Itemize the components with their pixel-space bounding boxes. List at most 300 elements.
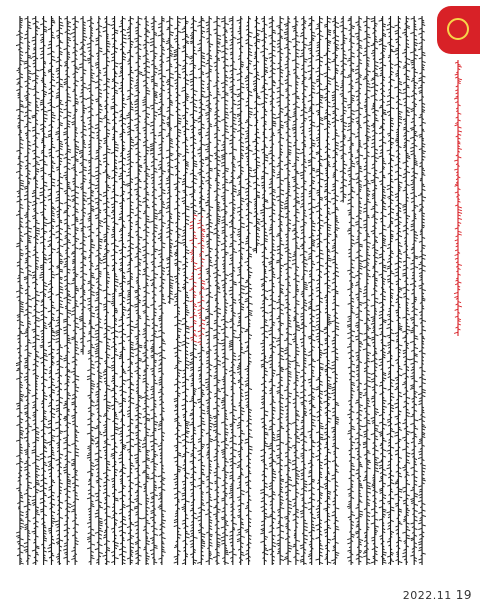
script-glyph [387, 268, 391, 269]
script-glyph [284, 340, 288, 341]
script-glyph [395, 424, 399, 425]
script-glyph [292, 422, 296, 423]
script-glyph [327, 30, 331, 31]
script-glyph [221, 449, 225, 450]
script-glyph [288, 479, 292, 480]
script-glyph [375, 526, 379, 527]
script-glyph [363, 552, 367, 553]
script-glyph [363, 55, 367, 56]
script-glyph [264, 516, 268, 517]
script-glyph [403, 162, 407, 163]
script-glyph [422, 122, 426, 123]
script-glyph [256, 30, 260, 31]
article-title-script [449, 60, 467, 336]
script-glyph [414, 347, 418, 348]
script-glyph [375, 157, 379, 158]
script-glyph [320, 426, 324, 427]
script-glyph [269, 35, 273, 36]
script-glyph [367, 136, 371, 137]
script-glyph [296, 248, 300, 249]
script-glyph [458, 218, 462, 219]
script-glyph [375, 411, 379, 412]
script-glyph [391, 97, 395, 98]
script-glyph [383, 229, 387, 230]
script-glyph [249, 111, 253, 112]
script-glyph [276, 235, 280, 236]
script-glyph [418, 523, 422, 524]
script-glyph [410, 151, 414, 152]
script-glyph [308, 463, 312, 464]
script-glyph [327, 258, 331, 259]
script-glyph [268, 516, 272, 517]
script-glyph [245, 138, 249, 139]
script-glyph [292, 460, 296, 461]
script-glyph [241, 87, 245, 88]
script-glyph [308, 160, 312, 161]
script-glyph [383, 270, 387, 271]
script-glyph [253, 176, 257, 177]
script-glyph [316, 525, 320, 526]
script-glyph [221, 329, 225, 330]
script-glyph [335, 48, 339, 49]
script-glyph [288, 484, 292, 485]
script-glyph [300, 510, 304, 511]
script-glyph [284, 263, 288, 264]
script-glyph [410, 498, 414, 499]
script-glyph [229, 246, 233, 247]
script-glyph [351, 371, 355, 372]
script-glyph [410, 555, 414, 556]
script-glyph [276, 445, 280, 446]
script-glyph [359, 333, 363, 334]
script-glyph [383, 552, 387, 553]
script-glyph [332, 515, 336, 516]
script-glyph [422, 254, 426, 255]
script-glyph [359, 155, 363, 156]
script-glyph [359, 266, 363, 267]
script-glyph [458, 306, 462, 307]
script-glyph [316, 537, 320, 538]
script-glyph [296, 201, 300, 202]
script-glyph [272, 123, 276, 124]
script-glyph [276, 262, 280, 263]
script-glyph [233, 189, 237, 190]
script-glyph [280, 559, 284, 560]
script-glyph [371, 361, 375, 362]
script-glyph [367, 276, 371, 277]
script-glyph [394, 50, 398, 51]
script-glyph [406, 157, 410, 158]
script-glyph [249, 446, 253, 447]
script-glyph [229, 153, 233, 154]
script-glyph [395, 332, 399, 333]
script-glyph [256, 39, 260, 40]
script-glyph [347, 326, 351, 327]
script-glyph [264, 445, 268, 446]
script-glyph [280, 369, 284, 370]
script-glyph [292, 464, 296, 465]
script-glyph [355, 402, 359, 403]
script-glyph [375, 450, 379, 451]
script-glyph [249, 150, 253, 151]
script-glyph [241, 285, 245, 286]
script-glyph [292, 485, 296, 486]
script-glyph [225, 472, 229, 473]
script-glyph [252, 141, 256, 142]
script-glyph [383, 406, 387, 407]
script-glyph [367, 201, 371, 202]
script-glyph [406, 462, 410, 463]
script-glyph [249, 45, 253, 46]
script-glyph [316, 379, 320, 380]
script-glyph [233, 554, 237, 555]
script-glyph [261, 221, 265, 222]
script-glyph [296, 149, 300, 150]
script-glyph [280, 428, 284, 429]
script-glyph [264, 553, 268, 554]
script-glyph [379, 40, 383, 41]
script-glyph [312, 442, 316, 443]
script-glyph [351, 163, 355, 164]
script-glyph [418, 49, 422, 50]
script-glyph [363, 447, 367, 448]
script-glyph [225, 168, 229, 169]
script-glyph [394, 219, 398, 220]
script-glyph [300, 397, 304, 398]
script-glyph [347, 346, 351, 347]
script-glyph [288, 361, 292, 362]
script-glyph [391, 108, 395, 109]
script-glyph [410, 376, 414, 377]
script-glyph [327, 233, 331, 234]
script-glyph [280, 216, 284, 217]
script-glyph [260, 210, 264, 211]
script-glyph [264, 58, 268, 59]
script-glyph [245, 380, 249, 381]
script-glyph [335, 305, 339, 306]
script-glyph [347, 104, 351, 105]
script-glyph [410, 359, 414, 360]
script-glyph [410, 32, 414, 33]
script-glyph [398, 245, 402, 246]
script-glyph [312, 230, 316, 231]
script-glyph [237, 96, 241, 97]
script-glyph [276, 374, 280, 375]
script-glyph [296, 415, 300, 416]
script-glyph [304, 86, 308, 87]
script-glyph [292, 230, 296, 231]
script-glyph [315, 71, 319, 72]
script-glyph [256, 104, 260, 105]
script-glyph [355, 275, 359, 276]
script-glyph [304, 263, 308, 264]
script-glyph [418, 393, 422, 394]
script-glyph [292, 339, 296, 340]
script-glyph [225, 138, 229, 139]
script-glyph [335, 552, 339, 553]
script-glyph [300, 56, 304, 57]
script-glyph [245, 77, 249, 78]
script-glyph [359, 260, 363, 261]
script-glyph [288, 393, 292, 394]
article-title [449, 60, 467, 336]
script-glyph [347, 203, 351, 204]
script-glyph [402, 449, 406, 450]
script-glyph [320, 367, 324, 368]
script-glyph [359, 487, 363, 488]
script-glyph [343, 28, 347, 29]
script-glyph [292, 263, 296, 264]
script-glyph [304, 539, 308, 540]
script-glyph [316, 336, 320, 337]
script-glyph [395, 416, 399, 417]
script-glyph [367, 482, 371, 483]
script-glyph [312, 35, 316, 36]
script-glyph [391, 79, 395, 80]
script-glyph [418, 87, 422, 88]
script-glyph [249, 303, 253, 304]
script-glyph [304, 523, 308, 524]
script-glyph [241, 289, 245, 290]
script-glyph [245, 153, 249, 154]
script-glyph [347, 321, 351, 322]
script-glyph [391, 155, 395, 156]
script-glyph [221, 209, 225, 210]
script-glyph [383, 400, 387, 401]
script-glyph [351, 364, 355, 365]
script-glyph [276, 543, 280, 544]
script-glyph [371, 305, 375, 306]
script-glyph [375, 425, 379, 426]
script-glyph [292, 26, 296, 27]
script-glyph [395, 275, 399, 276]
script-glyph [327, 83, 331, 84]
script-glyph [320, 258, 324, 259]
script-glyph [221, 319, 225, 320]
script-glyph [249, 222, 253, 223]
script-glyph [410, 60, 414, 61]
script-glyph [406, 58, 410, 59]
script-glyph [414, 361, 418, 362]
script-glyph [324, 401, 328, 402]
script-glyph [280, 95, 284, 96]
script-glyph [213, 97, 217, 98]
script-glyph [288, 545, 292, 546]
script-glyph [241, 536, 245, 537]
script-glyph [367, 492, 371, 493]
script-glyph [363, 302, 367, 303]
script-glyph [343, 179, 347, 180]
script-glyph [398, 375, 402, 376]
script-glyph [272, 337, 276, 338]
script-glyph [327, 322, 331, 323]
script-glyph [371, 433, 375, 434]
script-glyph [260, 533, 264, 534]
script-glyph [347, 433, 351, 434]
script-glyph [327, 385, 331, 386]
script-glyph [347, 506, 351, 507]
script-glyph [335, 40, 339, 41]
script-glyph [367, 242, 371, 243]
script-glyph [327, 266, 331, 267]
script-glyph [406, 359, 410, 360]
script-glyph [225, 444, 229, 445]
script-glyph [296, 41, 300, 42]
script-glyph [245, 351, 249, 352]
script-glyph [260, 489, 264, 490]
script-glyph [276, 439, 280, 440]
script-glyph [402, 287, 406, 288]
script-glyph [225, 65, 229, 66]
script-glyph [221, 441, 225, 442]
script-glyph [454, 98, 458, 99]
script-glyph [351, 166, 355, 167]
script-glyph [280, 508, 284, 509]
script-glyph [229, 538, 233, 539]
script-glyph [355, 531, 359, 532]
script-glyph [276, 463, 280, 464]
script-glyph [422, 465, 426, 466]
script-glyph [233, 94, 237, 95]
script-glyph [237, 425, 241, 426]
script-glyph [280, 285, 284, 286]
script-glyph [371, 87, 375, 88]
script-glyph [387, 512, 391, 513]
script-glyph [367, 183, 371, 184]
script-glyph [249, 32, 253, 33]
script-glyph [391, 51, 395, 52]
script-glyph [312, 223, 316, 224]
script-glyph [375, 457, 379, 458]
script-glyph [410, 283, 414, 284]
script-glyph [241, 292, 245, 293]
script-glyph [379, 156, 383, 157]
script-glyph [367, 352, 371, 353]
script-glyph [249, 436, 253, 437]
script-glyph [280, 244, 284, 245]
script-glyph [249, 95, 253, 96]
script-glyph [264, 258, 268, 259]
script-glyph [229, 182, 233, 183]
script-glyph [292, 60, 296, 61]
script-glyph [245, 368, 249, 369]
script-glyph [304, 270, 308, 271]
script-glyph [304, 535, 308, 536]
script-glyph [331, 259, 335, 260]
script-glyph [343, 58, 347, 59]
script-glyph [260, 327, 264, 328]
script-glyph [264, 160, 268, 161]
script-glyph [324, 55, 328, 56]
script-glyph [331, 61, 335, 62]
script-glyph [454, 292, 458, 293]
script-glyph [284, 203, 288, 204]
script-glyph [233, 284, 237, 285]
script-glyph [324, 239, 328, 240]
script-glyph [256, 97, 260, 98]
script-glyph [410, 385, 414, 386]
script-glyph [324, 349, 328, 350]
script-glyph [221, 527, 225, 528]
script-glyph [367, 345, 371, 346]
script-glyph [371, 21, 375, 22]
script-glyph [237, 541, 241, 542]
script-glyph [217, 50, 221, 51]
script-glyph [268, 305, 272, 306]
script-glyph [245, 529, 249, 530]
script-glyph [284, 37, 288, 38]
script-glyph [414, 325, 418, 326]
script-glyph [422, 515, 426, 516]
script-glyph [391, 340, 395, 341]
script-glyph [264, 290, 268, 291]
script-glyph [332, 289, 336, 290]
script-glyph [315, 206, 319, 207]
script-glyph [332, 189, 336, 190]
script-glyph [347, 414, 351, 415]
script-glyph [312, 361, 316, 362]
script-glyph [367, 380, 371, 381]
script-glyph [347, 117, 351, 118]
script-glyph [320, 352, 324, 353]
script-glyph [414, 428, 418, 429]
script-glyph [367, 37, 371, 38]
script-glyph [422, 426, 426, 427]
script-glyph [406, 215, 410, 216]
script-glyph [296, 470, 300, 471]
script-glyph [229, 18, 233, 19]
script-glyph [335, 135, 339, 136]
script-glyph [320, 253, 324, 254]
section-emblem-icon [447, 18, 469, 40]
script-glyph [458, 66, 462, 67]
script-glyph [383, 440, 387, 441]
script-glyph [312, 425, 316, 426]
script-glyph [351, 428, 355, 429]
script-glyph [284, 516, 288, 517]
script-glyph [284, 32, 288, 33]
script-glyph [418, 541, 422, 542]
script-glyph [237, 534, 241, 535]
script-glyph [288, 423, 292, 424]
script-glyph [304, 112, 308, 113]
script-glyph [414, 82, 418, 83]
script-glyph [458, 79, 462, 80]
script-glyph [221, 165, 225, 166]
script-glyph [296, 153, 300, 154]
script-glyph [308, 165, 312, 166]
script-glyph [391, 510, 395, 511]
script-glyph [363, 349, 367, 350]
script-glyph [363, 444, 367, 445]
script-glyph [288, 447, 292, 448]
script-glyph [355, 336, 359, 337]
script-glyph [296, 330, 300, 331]
script-glyph [355, 284, 359, 285]
script-glyph [363, 479, 367, 480]
script-glyph [256, 137, 260, 138]
script-glyph [383, 209, 387, 210]
script-glyph [327, 224, 331, 225]
script-glyph [398, 253, 402, 254]
script-glyph [418, 18, 422, 19]
script-glyph [221, 422, 225, 423]
script-glyph [312, 416, 316, 417]
script-glyph [316, 329, 320, 330]
script-glyph [260, 212, 264, 213]
script-glyph [264, 94, 268, 95]
script-glyph [335, 404, 339, 405]
